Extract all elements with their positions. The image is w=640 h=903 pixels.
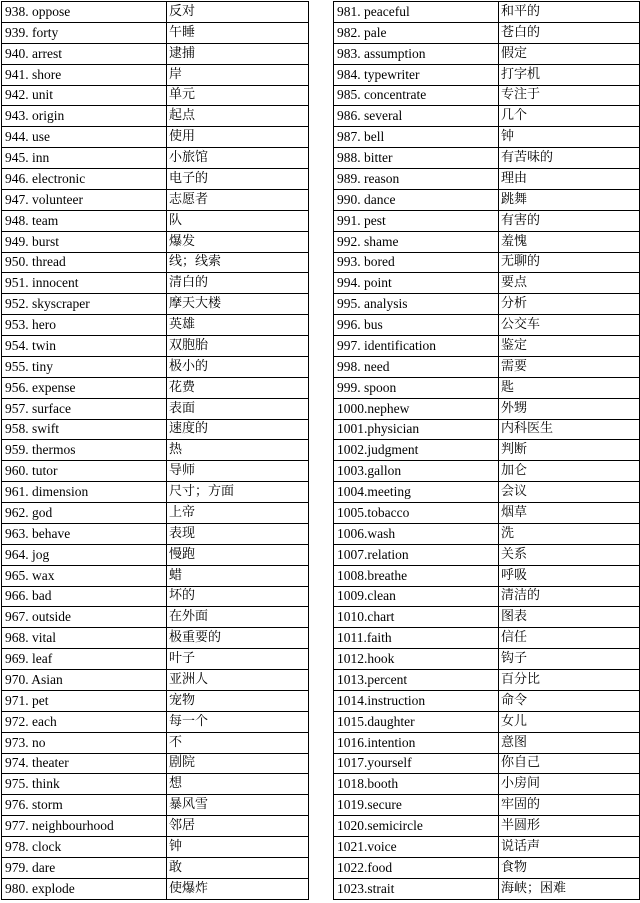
chinese-meaning: 百分比 (499, 670, 640, 691)
chinese-meaning: 导师 (167, 461, 309, 482)
chinese-meaning: 上帝 (167, 503, 309, 524)
vocab-row (2, 419, 309, 440)
chinese-meaning: 需要 (499, 356, 640, 377)
english-word: 992. shame (334, 231, 499, 252)
vocab-row (334, 795, 640, 816)
chinese-meaning: 有苦味的 (499, 148, 640, 169)
english-word: 977. neighbourhood (2, 816, 167, 837)
english-word: 956. expense (2, 377, 167, 398)
english-word: 958. swift (2, 419, 167, 440)
english-word: 947. volunteer (2, 189, 167, 210)
chinese-meaning: 羞愧 (499, 231, 640, 252)
chinese-meaning: 剧院 (167, 753, 309, 774)
chinese-meaning: 不 (167, 732, 309, 753)
english-word: 938. oppose (2, 2, 167, 23)
vocab-row (334, 64, 640, 85)
english-word: 981. peaceful (334, 2, 499, 23)
vocab-row (334, 356, 640, 377)
english-word: 988. bitter (334, 148, 499, 169)
english-word: 954. twin (2, 336, 167, 357)
chinese-meaning: 摩天大楼 (167, 294, 309, 315)
english-word: 963. behave (2, 523, 167, 544)
vocab-row (334, 440, 640, 461)
vocab-row (2, 774, 309, 795)
english-word: 953. hero (2, 315, 167, 336)
chinese-meaning: 每一个 (167, 711, 309, 732)
chinese-meaning: 小旅馆 (167, 148, 309, 169)
english-word: 976. storm (2, 795, 167, 816)
vocab-table-right-body (334, 2, 640, 900)
vocab-row (334, 43, 640, 64)
english-word: 1011.faith (334, 628, 499, 649)
chinese-meaning: 和平的 (499, 2, 640, 23)
chinese-meaning: 关系 (499, 544, 640, 565)
english-word: 948. team (2, 210, 167, 231)
vocab-row (2, 795, 309, 816)
vocab-row (2, 711, 309, 732)
chinese-meaning: 想 (167, 774, 309, 795)
vocab-row (334, 127, 640, 148)
vocab-row (334, 336, 640, 357)
english-word: 978. clock (2, 837, 167, 858)
chinese-meaning: 反对 (167, 2, 309, 23)
english-word: 1018.booth (334, 774, 499, 795)
chinese-meaning: 宠物 (167, 690, 309, 711)
english-word: 982. pale (334, 22, 499, 43)
chinese-meaning: 无聊的 (499, 252, 640, 273)
english-word: 952. skyscraper (2, 294, 167, 315)
chinese-meaning: 理由 (499, 169, 640, 190)
vocab-row (2, 43, 309, 64)
chinese-meaning: 使用 (167, 127, 309, 148)
vocab-row (334, 690, 640, 711)
vocab-row (334, 315, 640, 336)
chinese-meaning: 敢 (167, 857, 309, 878)
vocab-row (2, 753, 309, 774)
chinese-meaning: 匙 (499, 377, 640, 398)
vocab-row (2, 22, 309, 43)
english-word: 939. forty (2, 22, 167, 43)
english-word: 1004.meeting (334, 482, 499, 503)
english-word: 983. assumption (334, 43, 499, 64)
english-word: 984. typewriter (334, 64, 499, 85)
english-word: 969. leaf (2, 649, 167, 670)
chinese-meaning: 小房间 (499, 774, 640, 795)
vocab-row (334, 22, 640, 43)
english-word: 964. jog (2, 544, 167, 565)
chinese-meaning: 叶子 (167, 649, 309, 670)
vocab-row (2, 649, 309, 670)
vocab-row (2, 482, 309, 503)
vocab-row (2, 336, 309, 357)
vocab-row (2, 523, 309, 544)
chinese-meaning: 你自己 (499, 753, 640, 774)
chinese-meaning: 洗 (499, 523, 640, 544)
chinese-meaning: 岸 (167, 64, 309, 85)
english-word: 979. dare (2, 857, 167, 878)
vocab-row (334, 398, 640, 419)
vocab-row (2, 440, 309, 461)
chinese-meaning: 加仑 (499, 461, 640, 482)
chinese-meaning: 图表 (499, 607, 640, 628)
vocab-row (334, 85, 640, 106)
vocab-row (334, 774, 640, 795)
chinese-meaning: 判断 (499, 440, 640, 461)
vocab-row (2, 315, 309, 336)
vocab-row (334, 148, 640, 169)
vocab-row (2, 2, 309, 23)
vocab-row (2, 670, 309, 691)
vocab-row (2, 628, 309, 649)
english-word: 944. use (2, 127, 167, 148)
english-word: 1000.nephew (334, 398, 499, 419)
chinese-meaning: 钩子 (499, 649, 640, 670)
english-word: 955. tiny (2, 356, 167, 377)
english-word: 993. bored (334, 252, 499, 273)
vocab-row (2, 586, 309, 607)
chinese-meaning: 极小的 (167, 356, 309, 377)
chinese-meaning: 食物 (499, 857, 640, 878)
english-word: 1012.hook (334, 649, 499, 670)
vocab-row (334, 837, 640, 858)
vocab-row (2, 189, 309, 210)
english-word: 1002.judgment (334, 440, 499, 461)
chinese-meaning: 慢跑 (167, 544, 309, 565)
chinese-meaning: 蜡 (167, 565, 309, 586)
chinese-meaning: 海峡；困难 (499, 878, 640, 899)
chinese-meaning: 亚洲人 (167, 670, 309, 691)
english-word: 1020.semicircle (334, 816, 499, 837)
vocab-row (2, 64, 309, 85)
chinese-meaning: 呼吸 (499, 565, 640, 586)
chinese-meaning: 清洁的 (499, 586, 640, 607)
vocab-table-right (333, 1, 640, 900)
english-word: 1023.strait (334, 878, 499, 899)
english-word: 945. inn (2, 148, 167, 169)
chinese-meaning: 内科医生 (499, 419, 640, 440)
chinese-meaning: 单元 (167, 85, 309, 106)
vocab-row (2, 878, 309, 899)
chinese-meaning: 信任 (499, 628, 640, 649)
vocab-row (2, 816, 309, 837)
english-word: 990. dance (334, 189, 499, 210)
chinese-meaning: 起点 (167, 106, 309, 127)
english-word: 1003.gallon (334, 461, 499, 482)
vocab-row (2, 252, 309, 273)
vocab-row (334, 189, 640, 210)
english-word: 1008.breathe (334, 565, 499, 586)
vocab-row (334, 106, 640, 127)
vocab-row (2, 857, 309, 878)
vocab-row (2, 127, 309, 148)
vocab-row (334, 649, 640, 670)
english-word: 946. electronic (2, 169, 167, 190)
english-word: 1015.daughter (334, 711, 499, 732)
english-word: 943. origin (2, 106, 167, 127)
english-word: 950. thread (2, 252, 167, 273)
vocab-row (2, 690, 309, 711)
vocab-row (334, 2, 640, 23)
english-word: 1014.instruction (334, 690, 499, 711)
vocab-row (334, 419, 640, 440)
vocab-row (2, 356, 309, 377)
vocab-row (334, 878, 640, 899)
vocab-row (2, 231, 309, 252)
english-word: 957. surface (2, 398, 167, 419)
chinese-meaning: 钟 (499, 127, 640, 148)
english-word: 960. tutor (2, 461, 167, 482)
vocab-row (334, 273, 640, 294)
vocab-row (334, 607, 640, 628)
english-word: 996. bus (334, 315, 499, 336)
chinese-meaning: 爆发 (167, 231, 309, 252)
english-word: 1017.yourself (334, 753, 499, 774)
vocab-row (334, 503, 640, 524)
chinese-meaning: 苍白的 (499, 22, 640, 43)
chinese-meaning: 双胞胎 (167, 336, 309, 357)
chinese-meaning: 半圆形 (499, 816, 640, 837)
english-word: 971. pet (2, 690, 167, 711)
chinese-meaning: 热 (167, 440, 309, 461)
vocab-row (2, 294, 309, 315)
english-word: 962. god (2, 503, 167, 524)
english-word: 1019.secure (334, 795, 499, 816)
chinese-meaning: 电子的 (167, 169, 309, 190)
chinese-meaning: 牢固的 (499, 795, 640, 816)
english-word: 1005.tobacco (334, 503, 499, 524)
chinese-meaning: 逮捕 (167, 43, 309, 64)
chinese-meaning: 花费 (167, 377, 309, 398)
chinese-meaning: 线；线索 (167, 252, 309, 273)
vocab-row (334, 210, 640, 231)
vocab-row (334, 544, 640, 565)
english-word: 949. burst (2, 231, 167, 252)
chinese-meaning: 在外面 (167, 607, 309, 628)
english-word: 973. no (2, 732, 167, 753)
vocab-row (2, 273, 309, 294)
vocab-row (334, 628, 640, 649)
english-word: 989. reason (334, 169, 499, 190)
chinese-meaning: 速度的 (167, 419, 309, 440)
english-word: 980. explode (2, 878, 167, 899)
english-word: 998. need (334, 356, 499, 377)
vocab-row (334, 252, 640, 273)
vocab-row (334, 565, 640, 586)
vocab-row (334, 169, 640, 190)
vocab-row (2, 461, 309, 482)
vocab-row (2, 837, 309, 858)
vocab-row (2, 85, 309, 106)
english-word: 965. wax (2, 565, 167, 586)
chinese-meaning: 烟草 (499, 503, 640, 524)
english-word: 970. Asian (2, 670, 167, 691)
vocab-row (334, 377, 640, 398)
vocab-row (334, 732, 640, 753)
english-word: 942. unit (2, 85, 167, 106)
english-word: 986. several (334, 106, 499, 127)
vocab-row (2, 398, 309, 419)
chinese-meaning: 分析 (499, 294, 640, 315)
chinese-meaning: 极重要的 (167, 628, 309, 649)
vocab-row (2, 148, 309, 169)
chinese-meaning: 队 (167, 210, 309, 231)
chinese-meaning: 命令 (499, 690, 640, 711)
chinese-meaning: 专注于 (499, 85, 640, 106)
english-word: 975. think (2, 774, 167, 795)
vocab-row (334, 816, 640, 837)
english-word: 966. bad (2, 586, 167, 607)
english-word: 1021.voice (334, 837, 499, 858)
english-word: 1006.wash (334, 523, 499, 544)
vocab-row (2, 732, 309, 753)
vocab-row (334, 482, 640, 503)
chinese-meaning: 邻居 (167, 816, 309, 837)
chinese-meaning: 跳舞 (499, 189, 640, 210)
vocab-table-left (1, 1, 309, 900)
chinese-meaning: 午睡 (167, 22, 309, 43)
english-word: 991. pest (334, 210, 499, 231)
chinese-meaning: 会议 (499, 482, 640, 503)
vocab-row (334, 294, 640, 315)
chinese-meaning: 表面 (167, 398, 309, 419)
vocab-row (2, 106, 309, 127)
english-word: 1013.percent (334, 670, 499, 691)
chinese-meaning: 钟 (167, 837, 309, 858)
english-word: 1022.food (334, 857, 499, 878)
english-word: 968. vital (2, 628, 167, 649)
vocab-row (2, 565, 309, 586)
english-word: 995. analysis (334, 294, 499, 315)
vocab-row (334, 711, 640, 732)
chinese-meaning: 几个 (499, 106, 640, 127)
english-word: 987. bell (334, 127, 499, 148)
vocab-row (2, 377, 309, 398)
chinese-meaning: 女儿 (499, 711, 640, 732)
chinese-meaning: 暴风雪 (167, 795, 309, 816)
english-word: 985. concentrate (334, 85, 499, 106)
vocab-table-left-body (2, 2, 309, 900)
english-word: 997. identification (334, 336, 499, 357)
english-word: 999. spoon (334, 377, 499, 398)
chinese-meaning: 尺寸；方面 (167, 482, 309, 503)
vocab-row (334, 670, 640, 691)
vocab-row (334, 231, 640, 252)
english-word: 1007.relation (334, 544, 499, 565)
vocab-row (2, 503, 309, 524)
chinese-meaning: 清白的 (167, 273, 309, 294)
chinese-meaning: 坏的 (167, 586, 309, 607)
english-word: 1009.clean (334, 586, 499, 607)
vocab-row (334, 523, 640, 544)
vocab-row (2, 210, 309, 231)
vocab-row (334, 753, 640, 774)
english-word: 1016.intention (334, 732, 499, 753)
chinese-meaning: 说话声 (499, 837, 640, 858)
english-word: 1001.physician (334, 419, 499, 440)
chinese-meaning: 打字机 (499, 64, 640, 85)
english-word: 1010.chart (334, 607, 499, 628)
english-word: 951. innocent (2, 273, 167, 294)
vocab-row (334, 586, 640, 607)
english-word: 941. shore (2, 64, 167, 85)
chinese-meaning: 表现 (167, 523, 309, 544)
english-word: 994. point (334, 273, 499, 294)
vocab-row (2, 544, 309, 565)
chinese-meaning: 假定 (499, 43, 640, 64)
chinese-meaning: 志愿者 (167, 189, 309, 210)
english-word: 974. theater (2, 753, 167, 774)
english-word: 961. dimension (2, 482, 167, 503)
chinese-meaning: 意图 (499, 732, 640, 753)
chinese-meaning: 有害的 (499, 210, 640, 231)
english-word: 972. each (2, 711, 167, 732)
vocab-row (2, 607, 309, 628)
english-word: 967. outside (2, 607, 167, 628)
english-word: 940. arrest (2, 43, 167, 64)
chinese-meaning: 公交车 (499, 315, 640, 336)
chinese-meaning: 鉴定 (499, 336, 640, 357)
chinese-meaning: 外甥 (499, 398, 640, 419)
vocab-row (2, 169, 309, 190)
chinese-meaning: 要点 (499, 273, 640, 294)
chinese-meaning: 使爆炸 (167, 878, 309, 899)
english-word: 959. thermos (2, 440, 167, 461)
chinese-meaning: 英雄 (167, 315, 309, 336)
vocab-row (334, 857, 640, 878)
vocab-row (334, 461, 640, 482)
